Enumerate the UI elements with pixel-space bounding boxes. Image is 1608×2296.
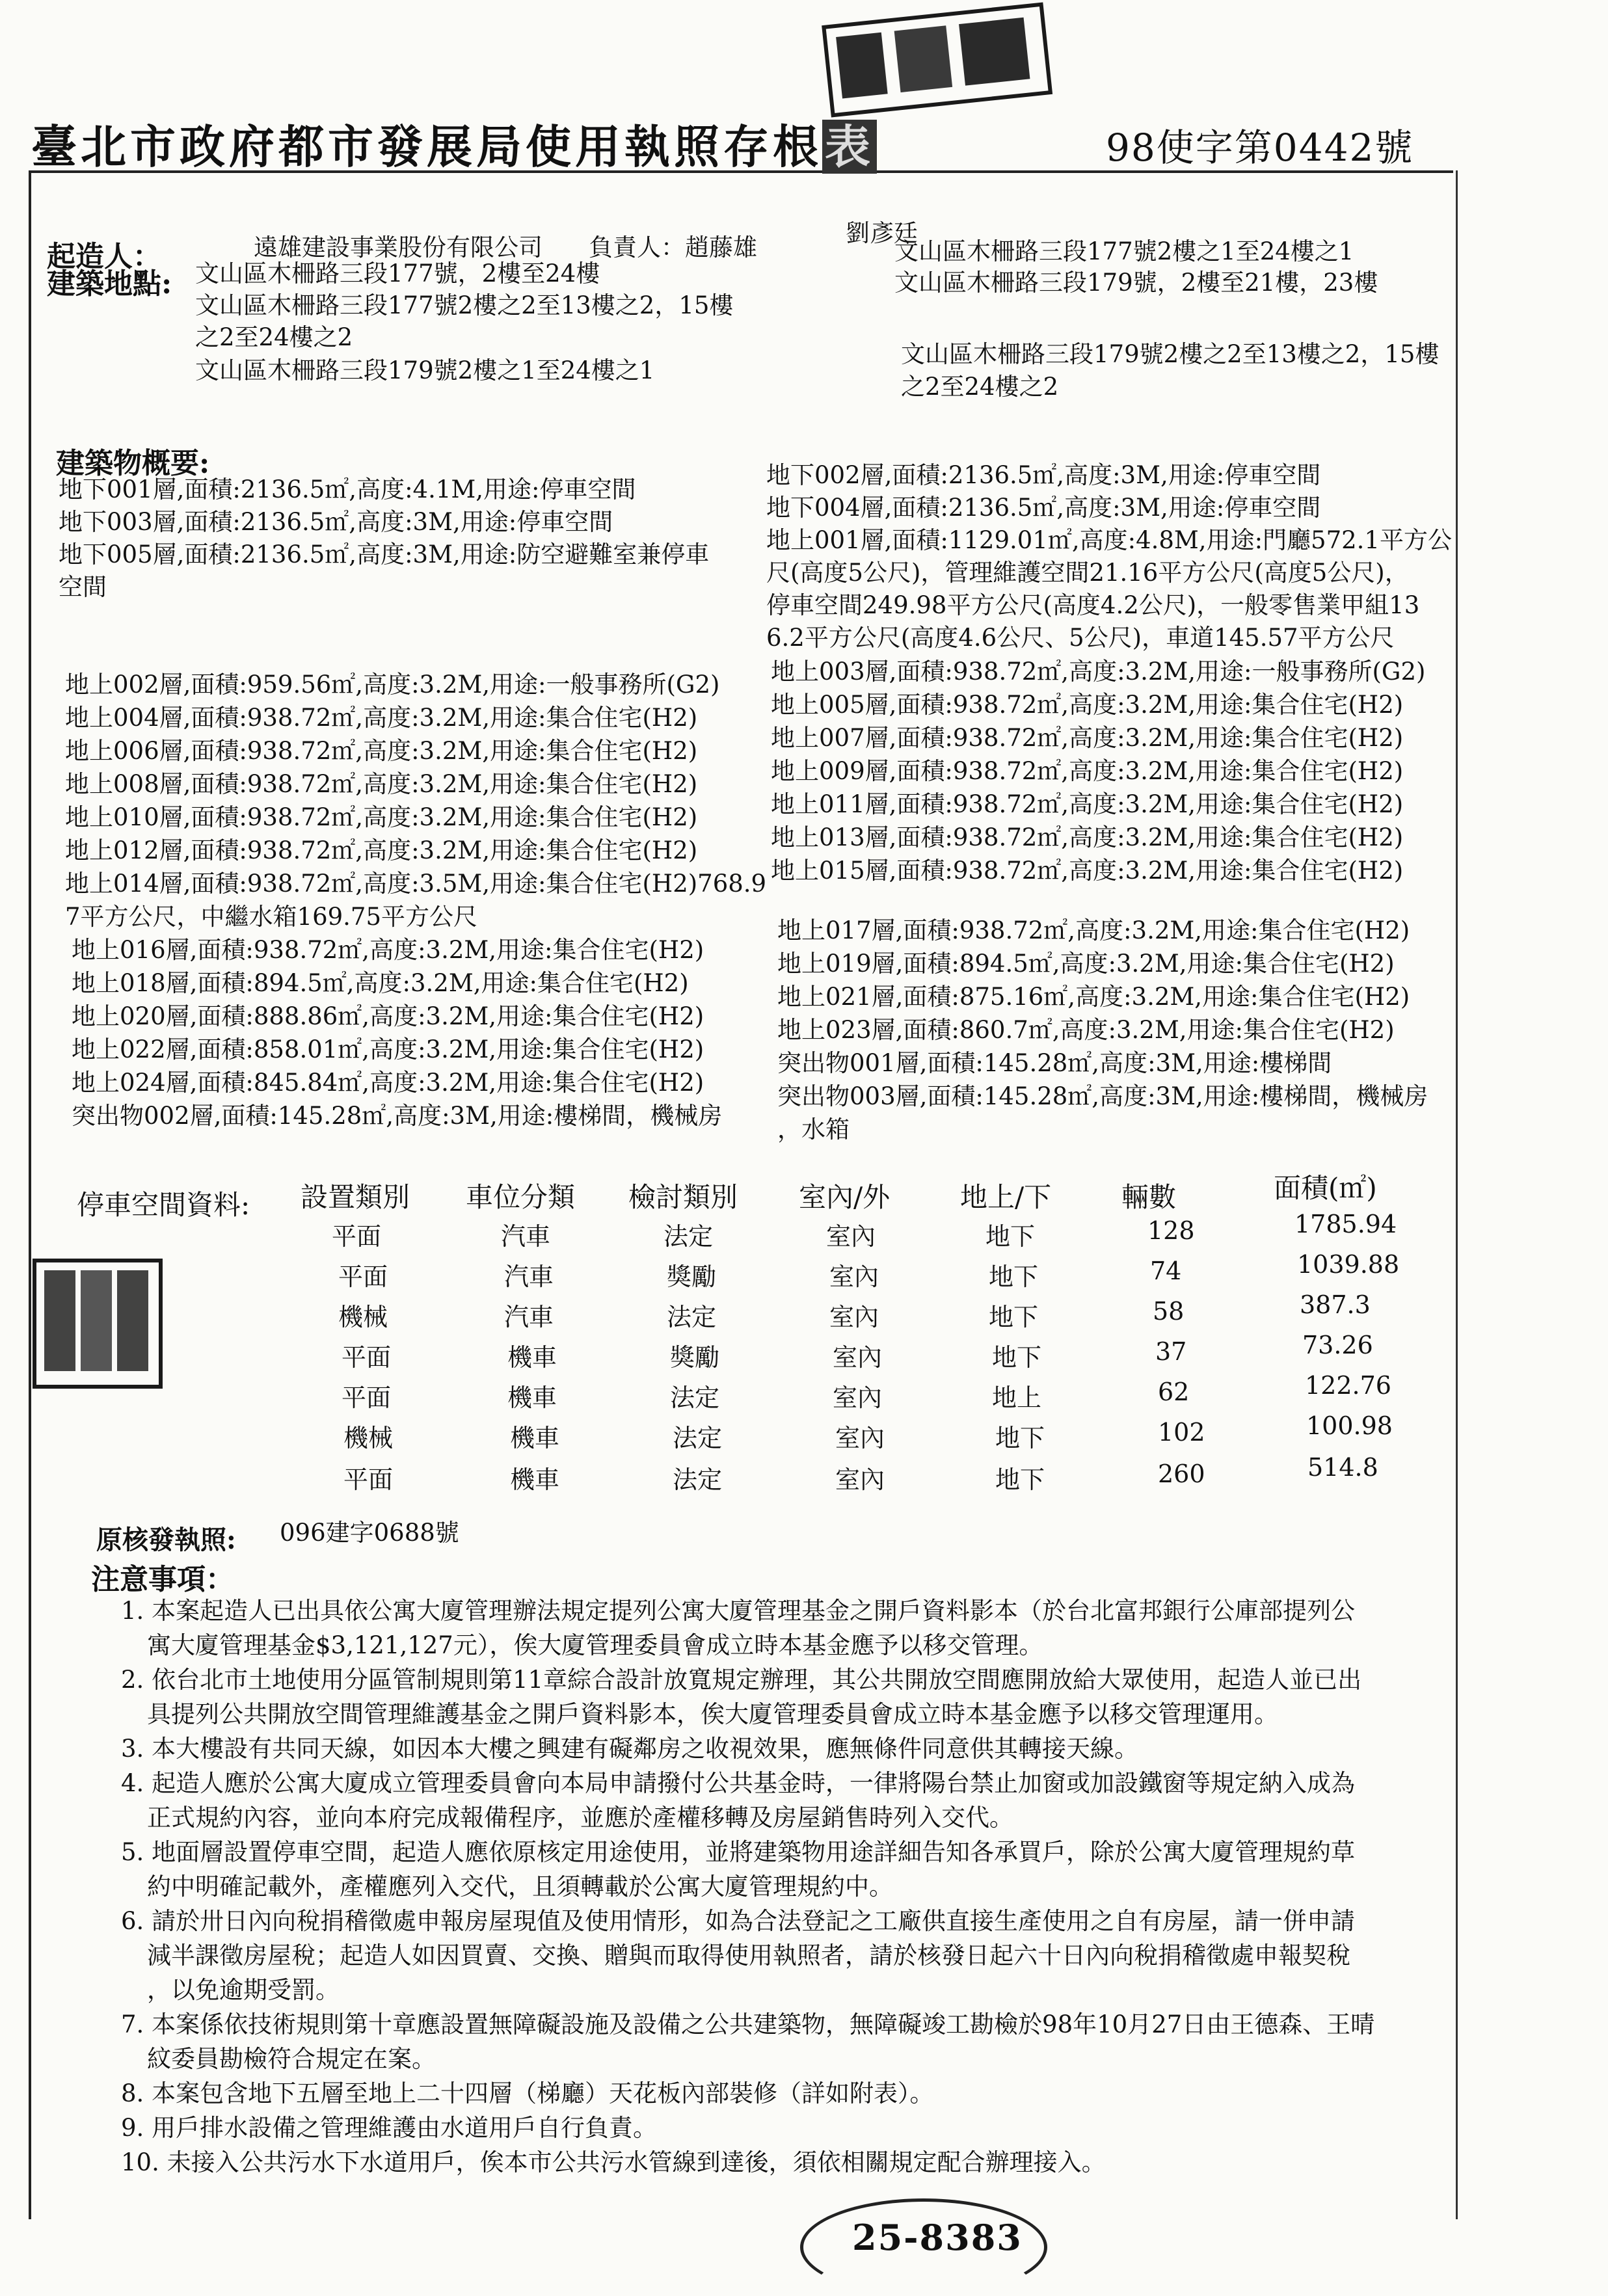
notes-label: 注意事項： — [91, 1563, 234, 1596]
cell-review: 獎勵 — [670, 1343, 720, 1372]
site-left-3: 文山區木柵路三段179號2樓之1至24樓之1 — [195, 356, 655, 384]
bldg-right-8: 地上007層,面積:938.72㎡,高度:3.2M,用途:集合住宅(H2) — [771, 724, 1404, 752]
cell-type: 機械 — [343, 1424, 394, 1452]
bldg-left-4: 地上002層,面積:959.56㎡,高度:3.2M,用途:一般事務所(G2) — [65, 671, 720, 699]
title-tail: 表 — [822, 120, 877, 174]
cell-type: 機械 — [338, 1303, 388, 1331]
note-line: 9. 用戶排水設備之管理維護由水道用戶自行負責。 — [121, 2114, 658, 2142]
bldg-left-13: 地上018層,面積:894.5㎡,高度:3.2M,用途:集合住宅(H2) — [72, 969, 689, 997]
bldg-left-5: 地上004層,面積:938.72㎡,高度:3.2M,用途:集合住宅(H2) — [65, 704, 698, 732]
bldg-right-9: 地上009層,面積:938.72㎡,高度:3.2M,用途:集合住宅(H2) — [771, 757, 1404, 785]
cell-vehicle: 汽車 — [504, 1303, 554, 1331]
parking-table-header — [0, 1172, 1608, 1215]
cell-indoor: 室內 — [835, 1424, 885, 1452]
bldg-right-17: 突出物001層,面積:145.28㎡,高度:3M,用途:樓梯間 — [777, 1049, 1332, 1077]
left-seal-stamp — [33, 1259, 163, 1389]
cell-indoor: 室內 — [833, 1383, 883, 1412]
bldg-left-2: 地下005層,面積:2136.5㎡,高度:3M,用途:防空避難室兼停車 — [59, 541, 710, 568]
bldg-right-16: 地上023層,面積:860.7㎡,高度:3.2M,用途:集合住宅(H2) — [777, 1016, 1395, 1044]
parking-row — [0, 1290, 1608, 1333]
cell-indoor: 室內 — [829, 1262, 879, 1291]
cell-review: 法定 — [667, 1303, 717, 1331]
cell-vehicle: 機車 — [510, 1465, 560, 1494]
note-line: 具提列公共開放空間管理維護基金之開戶資料影本，俟大廈管理委員會成立時本基金應予以移交管理運用。 — [147, 1700, 1278, 1728]
applicant-company: 遠雄建設事業股份有限公司 — [254, 234, 543, 261]
bldg-left-10: 地上014層,面積:938.72㎡,高度:3.5M,用途:集合住宅(H2)768.9 — [65, 870, 767, 898]
note-line: 10. 未接入公共污水下水道用戶，俟本市公共污水管線到達後，須依相關規定配合辦理接入。 — [121, 2148, 1106, 2176]
cell-type: 平面 — [342, 1343, 392, 1372]
cell-review: 法定 — [670, 1383, 720, 1412]
site-right-2: 文山區木柵路三段179號2樓之2至13樓之2，15樓 — [901, 340, 1440, 368]
note-line: 7. 本案係依技術規則第十章應設置無障礙設施及設備之公共建築物，無障礙竣工勘檢於98年10月27日由王德森、王晴 — [121, 2010, 1375, 2038]
bldg-right-19: ，水箱 — [777, 1115, 850, 1143]
cell-area: 122.76 — [1305, 1371, 1391, 1400]
cell-area: 514.8 — [1307, 1453, 1378, 1482]
cell-area: 1039.88 — [1297, 1250, 1400, 1279]
bldg-right-10: 地上011層,面積:938.72㎡,高度:3.2M,用途:集合住宅(H2) — [771, 790, 1404, 818]
site-left-1: 文山區木柵路三段177號2樓之2至13樓之2，15樓 — [195, 291, 734, 319]
note-line: ，以免逾期受罰。 — [147, 1976, 340, 2004]
bldg-right-6: 地上003層,面積:938.72㎡,高度:3.2M,用途:一般事務所(G2) — [771, 658, 1426, 686]
original-permit-value: 096建字0688號 — [280, 1519, 459, 1547]
cell-count: 128 — [1147, 1216, 1195, 1245]
note-line: 1. 本案起造人已出具依公寓大廈管理辦法規定提列公寓大廈管理基金之開戶資料影本（於台北富邦銀行公庫部提列公 — [121, 1597, 1356, 1625]
parking-row — [0, 1250, 1608, 1293]
cell-count: 62 — [1158, 1378, 1190, 1406]
note-line: 8. 本案包含地下五層至地上二十四層（梯廳）天花板內部裝修（詳如附表）。 — [121, 2079, 934, 2107]
bldg-left-8: 地上010層,面積:938.72㎡,高度:3.2M,用途:集合住宅(H2) — [65, 803, 698, 831]
bldg-left-17: 突出物002層,面積:145.28㎡,高度:3M,用途:樓梯間，機械房 — [72, 1102, 723, 1130]
parking-header-indoor: 室內/外 — [799, 1181, 891, 1213]
cell-vehicle: 汽車 — [501, 1222, 551, 1251]
site-left-2: 之2至24樓之2 — [195, 323, 353, 351]
cell-level: 地下 — [992, 1343, 1042, 1372]
bldg-right-7: 地上005層,面積:938.72㎡,高度:3.2M,用途:集合住宅(H2) — [771, 691, 1404, 719]
cell-vehicle: 機車 — [507, 1383, 557, 1412]
cell-level: 地上 — [992, 1383, 1042, 1412]
original-permit-label: 原核發執照: — [96, 1525, 236, 1555]
cell-type: 平面 — [342, 1383, 392, 1412]
cell-vehicle: 機車 — [507, 1343, 557, 1372]
cell-type: 平面 — [332, 1222, 382, 1251]
cell-level: 地下 — [985, 1222, 1036, 1251]
parking-header-vehicle: 車位分類 — [466, 1181, 576, 1213]
note-line: 4. 起造人應於公寓大廈成立管理委員會向本局申請撥付公共基金時，一律將陽台禁止加窗或加設鐵窗等規定納入成為 — [121, 1769, 1356, 1797]
parking-header-review: 檢討類別 — [628, 1181, 738, 1213]
parking-header-area: 面積(㎡) — [1274, 1172, 1377, 1204]
cell-level: 地下 — [989, 1303, 1039, 1331]
note-line: 正式規約內容，並向本府完成報備程序，並應於產權移轉及房屋銷售時列入交代。 — [147, 1804, 1013, 1832]
bldg-left-11: 7平方公尺，中繼水箱169.75平方公尺 — [65, 903, 478, 931]
bldg-left-9: 地上012層,面積:938.72㎡,高度:3.2M,用途:集合住宅(H2) — [65, 836, 698, 864]
parking-label: 停車空間資料: — [77, 1189, 250, 1221]
note-line: 約中明確記載外，產權應列入交代，且須轉載於公寓大廈管理規約中。 — [147, 1873, 893, 1901]
building-label: 建築物概要: — [56, 447, 210, 480]
bottom-number-stamp — [800, 2198, 1047, 2270]
bldg-left-0: 地下001層,面積:2136.5㎡,高度:4.1M,用途:停車空間 — [59, 475, 636, 503]
parking-row — [0, 1210, 1608, 1253]
cell-area: 387.3 — [1300, 1290, 1371, 1319]
bldg-left-15: 地上022層,面積:858.01㎡,高度:3.2M,用途:集合住宅(H2) — [72, 1035, 704, 1063]
bldg-right-11: 地上013層,面積:938.72㎡,高度:3.2M,用途:集合住宅(H2) — [771, 823, 1404, 851]
site-left-0: 文山區木柵路三段177號，2樓至24樓 — [195, 260, 600, 287]
bldg-left-3: 空間 — [59, 573, 107, 601]
bldg-left-12: 地上016層,面積:938.72㎡,高度:3.2M,用途:集合住宅(H2) — [72, 936, 704, 964]
cell-review: 法定 — [663, 1222, 714, 1251]
parking-header-count: 輛數 — [1121, 1181, 1177, 1213]
bldg-right-18: 突出物003層,面積:145.28㎡,高度:3M,用途:樓梯間，機械房 — [777, 1082, 1428, 1110]
cell-indoor: 室內 — [833, 1343, 883, 1372]
cell-type: 平面 — [338, 1262, 388, 1291]
bldg-right-1: 地下004層,面積:2136.5㎡,高度:3M,用途:停車空間 — [766, 494, 1321, 522]
bldg-right-2: 地上001層,面積:1129.01㎡,高度:4.8M,用途:門廳572.1平方公 — [766, 526, 1452, 554]
cell-count: 260 — [1158, 1460, 1205, 1488]
site-label: 建築地點: — [47, 267, 172, 300]
cell-level: 地下 — [995, 1465, 1045, 1494]
cell-area: 1785.94 — [1294, 1210, 1397, 1238]
note-line: 6. 請於卅日內向稅捐稽徵處申報房屋現值及使用情形，如為合法登記之工廠供直接生產使用之自有房屋，請一併申請 — [121, 1907, 1356, 1935]
cell-review: 法定 — [673, 1424, 723, 1452]
cell-area: 73.26 — [1302, 1331, 1373, 1359]
note-line: 3. 本大樓設有共同天線，如因本大樓之興建有礙鄰房之收視效果，應無條件同意供其轉接天線。 — [121, 1735, 1139, 1763]
site-right-1: 文山區木柵路三段179號，2樓至21樓，23樓 — [894, 269, 1378, 297]
bldg-left-6: 地上006層,面積:938.72㎡,高度:3.2M,用途:集合住宅(H2) — [65, 737, 698, 765]
cell-review: 獎勵 — [667, 1262, 717, 1291]
note-line: 5. 地面層設置停車空間，起造人應依原核定用途使用，並將建築物用途詳細告知各承買戶，除於公寓大廈管理規約草 — [121, 1838, 1356, 1866]
bldg-right-12: 地上015層,面積:938.72㎡,高度:3.2M,用途:集合住宅(H2) — [771, 857, 1404, 885]
bldg-right-3: 尺(高度5公尺)，管理維護空間21.16平方公尺(高度5公尺)， — [766, 559, 1409, 587]
top-seal-stamp — [822, 1, 1065, 123]
bldg-left-1: 地下003層,面積:2136.5㎡,高度:3M,用途:停車空間 — [59, 508, 613, 536]
note-line: 寓大廈管理基金$3,121,127元），俟大廈管理委員會成立時本基金應予以移交管理。 — [147, 1631, 1043, 1659]
cell-count: 74 — [1150, 1257, 1182, 1285]
bldg-right-13: 地上017層,面積:938.72㎡,高度:3.2M,用途:集合住宅(H2) — [777, 916, 1410, 944]
cell-vehicle: 機車 — [510, 1424, 560, 1452]
permit-number: 98使字第0442號 — [1106, 126, 1414, 170]
cell-count: 58 — [1153, 1297, 1185, 1326]
parking-row — [0, 1453, 1608, 1496]
document-title: 臺北市政府都市發展局使用執照存根表 — [31, 111, 877, 176]
cell-area: 100.98 — [1306, 1411, 1393, 1440]
bldg-right-0: 地下002層,面積:2136.5㎡,高度:3M,用途:停車空間 — [766, 461, 1321, 489]
cell-count: 37 — [1155, 1337, 1187, 1366]
parking-row — [0, 1331, 1608, 1374]
parking-header-level: 地上/下 — [960, 1181, 1052, 1213]
cell-indoor: 室內 — [835, 1465, 885, 1494]
cell-type: 平面 — [343, 1465, 394, 1494]
note-line: 紋委員勘檢符合規定在案。 — [147, 2045, 436, 2073]
bldg-left-14: 地上020層,面積:888.86㎡,高度:3.2M,用途:集合住宅(H2) — [72, 1002, 704, 1030]
parking-header-type: 設置類別 — [301, 1181, 410, 1213]
cell-count: 102 — [1158, 1418, 1205, 1447]
applicant-person-2: 劉彥廷 — [846, 219, 918, 247]
note-line: 減半課徵房屋稅；起造人如因買賣、交換、贈與而取得使用執照者，請於核發日起六十日內向稅捐稽徵處申報契稅 — [147, 1942, 1350, 1969]
bldg-right-5: 6.2平方公尺(高度4.6公尺、5公尺)，車道145.57平方公尺 — [766, 624, 1395, 652]
applicant-label: 起造人： — [47, 240, 161, 273]
note-line: 2. 依台北市土地使用分區管制規則第11章綜合設計放寬規定辦理，其公共開放空間應開放給大眾使用，起造人並已出 — [121, 1666, 1362, 1694]
bldg-left-7: 地上008層,面積:938.72㎡,高度:3.2M,用途:集合住宅(H2) — [65, 770, 698, 798]
site-right-3: 之2至24樓之2 — [901, 373, 1059, 401]
bldg-right-14: 地上019層,面積:894.5㎡,高度:3.2M,用途:集合住宅(H2) — [777, 950, 1395, 978]
cell-indoor: 室內 — [826, 1222, 876, 1251]
parking-row — [0, 1411, 1608, 1454]
parking-row — [0, 1371, 1608, 1414]
stamp-number: 25-8383 — [852, 2217, 1023, 2258]
cell-indoor: 室內 — [829, 1303, 879, 1331]
bldg-right-15: 地上021層,面積:875.16㎡,高度:3.2M,用途:集合住宅(H2) — [777, 983, 1410, 1011]
site-right-0: 文山區木柵路三段177號2樓之1至24樓之1 — [894, 237, 1354, 265]
bldg-left-16: 地上024層,面積:845.84㎡,高度:3.2M,用途:集合住宅(H2) — [72, 1069, 704, 1097]
cell-review: 法定 — [673, 1465, 723, 1494]
cell-level: 地下 — [989, 1262, 1039, 1291]
bldg-right-4: 停車空間249.98平方公尺(高度4.2公尺)，一般零售業甲組13 — [766, 591, 1420, 619]
responsible-person: 負責人：趙藤雄 — [589, 234, 757, 261]
cell-vehicle: 汽車 — [504, 1262, 554, 1291]
cell-level: 地下 — [995, 1424, 1045, 1452]
